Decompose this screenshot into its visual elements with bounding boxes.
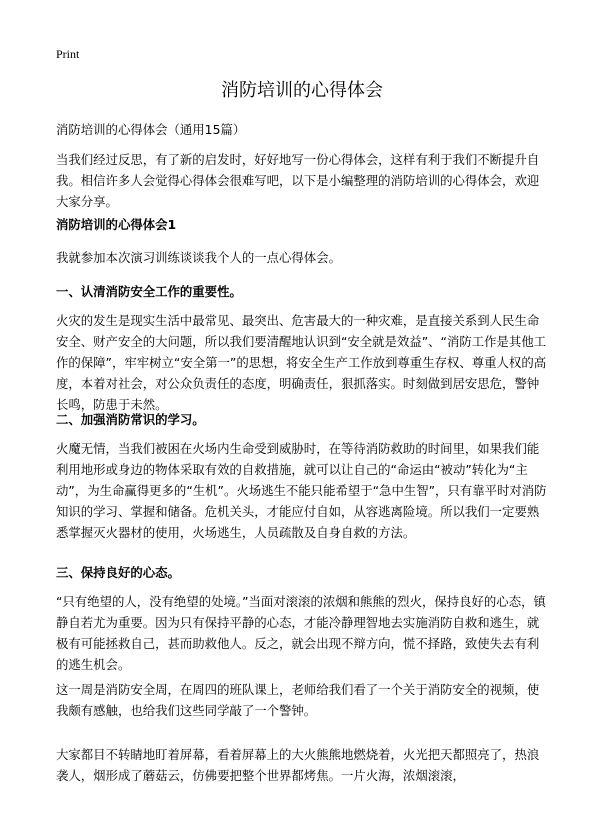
intro-paragraph: 当我们经过反思，有了新的启发时，好好地写一份心得体会，这样有利于我们不断提升自我。相信许多人会觉得心得体会很难写吧，以下是小编整理的消防培训的心得体会，欢迎大家分享。: [56, 152, 540, 209]
heading-1: 一、认清消防安全工作的重要性。: [56, 284, 242, 299]
heading-3: 三、保持良好的心态。: [56, 565, 180, 580]
page-title: 消防培训的心得体会: [221, 80, 383, 101]
section-lead: 我就参加本次演习训练谈谈我个人的一点心得体会。: [56, 250, 341, 265]
subtitle: 消防培训的心得体会（通用15篇）: [56, 122, 246, 137]
print-link[interactable]: Print: [56, 47, 80, 61]
paragraph-5: 大家都目不转睛地盯着屏幕，看着屏幕上的大火熊熊地燃烧着，火光把天都照亮了，热浪袭人，烟形成了蘑菇云，仿佛要把整个世界都烤焦。一片火海，浓烟滚滚，: [56, 747, 540, 783]
paragraph-1: 火灾的发生是现实生活中最常见、最突出、危害最大的一种灾难，是直接关系到人民生命安全、财产安全的大问题，所以我们要清醒地认识到“安全就是效益”、“消防工作是其他工作的保障”，牢牢树立“安全第一”的思想，将安全生产工作放到尊重生存权、尊重人权的高度，本着对社会，对公众负责任的态度，明确责任，狠抓落实。时刻做到居安思危，警钟长鸣，防患于未然。: [56, 313, 547, 412]
paragraph-2: 火魔无情，当我们被困在火场内生命受到威胁时，在等待消防救助的时间里，如果我们能利用地形或身边的物体采取有效的自救措施，就可以让自己的“命运由“被动”转化为“主动”，为生命赢得更多的“生机”。火场逃生不能只能希望于“急中生智”，只有靠平时对消防知识的学习、掌握和储备。危机关头，才能应付自如，从容逃离险境。所以我们一定要熟悉掌握灭火器材的使用，火场逃生，人员疏散及自身自救的方法。: [56, 441, 547, 540]
heading-2: 二、加强消防常识的学习。: [56, 412, 205, 427]
paragraph-3: “只有绝望的人，没有绝望的处境。”当面对滚滚的浓烟和熊熊的烈火，保持良好的心态，镇静自若尤为重要。因为只有保持平静的心态，才能冷静理智地去实施消防自救和逃生，就极有可能拯救自己，甚而助救他人。反之，就会出现不辩方向，慌不择路，致使失去有利的逃生机会。: [56, 594, 546, 672]
section-title: 消防培训的心得体会1: [56, 217, 177, 232]
paragraph-4: 这一周是消防安全周，在周四的班队课上，老师给我们看了一个关于消防安全的视频，使我颇有感触，也给我们这些同学敲了一个警钟。: [56, 682, 540, 718]
